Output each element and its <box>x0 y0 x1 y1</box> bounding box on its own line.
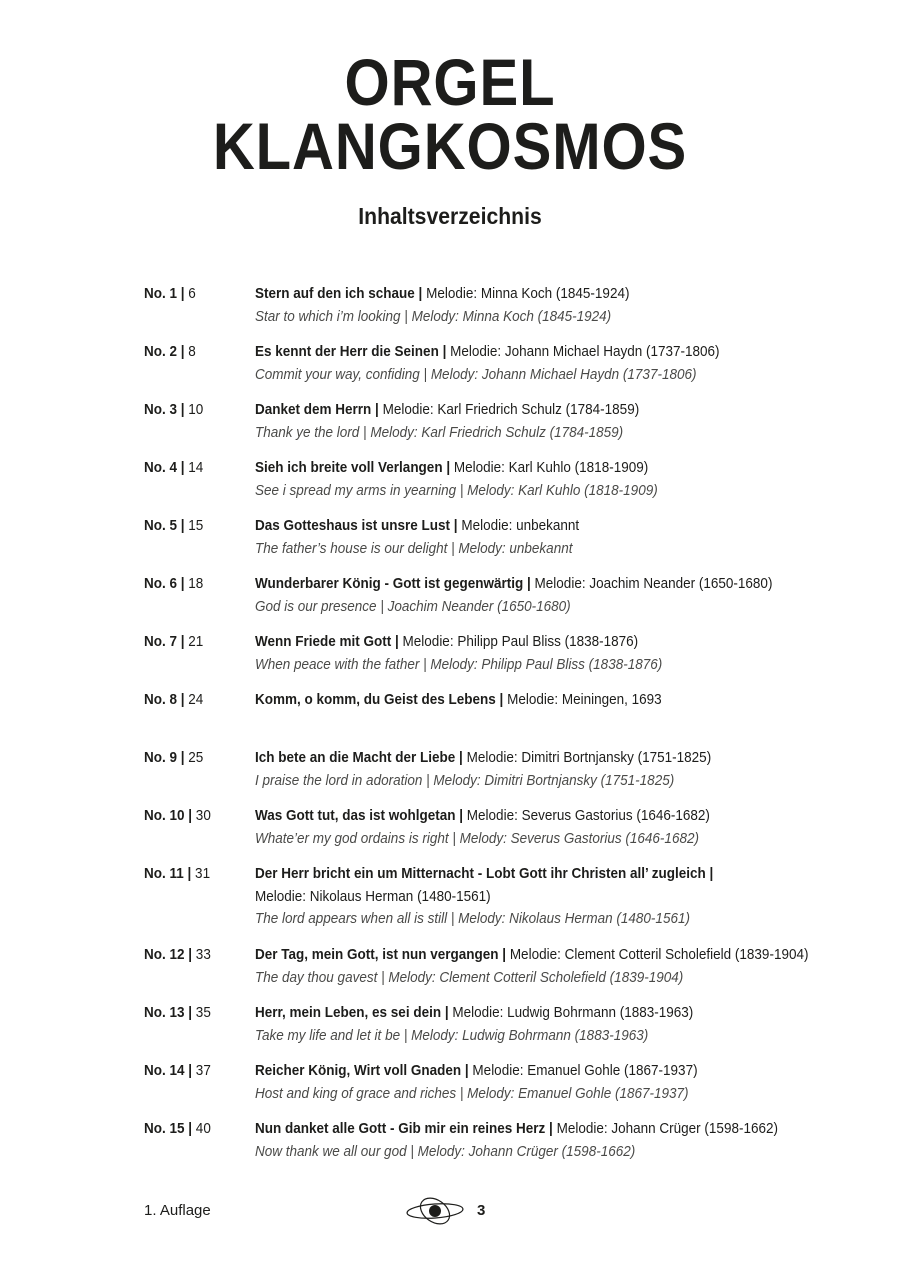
toc-page: 40 <box>195 1120 211 1137</box>
toc-number: No. 4 | <box>144 459 185 476</box>
toc-entry <box>144 1060 844 1118</box>
toc-de-title: Wunderbarer König - Gott ist gegenwärtig | <box>255 575 531 592</box>
toc-page: 14 <box>188 459 204 476</box>
toc-de-title: Das Gotteshaus ist unsre Lust | <box>255 517 458 534</box>
toc-number: No. 8 | <box>144 691 185 708</box>
toc-en-line: I praise the lord in adoration | Melody: Dimitri Bortnjansky (1751-1825) <box>255 771 675 789</box>
edition-label: 1. Auflage <box>144 1202 211 1219</box>
toc-entry <box>144 805 844 863</box>
toc-page: 6 <box>188 285 196 302</box>
toc-de-melody: Melodie: Karl Kuhlo (1818-1909) <box>453 459 649 476</box>
toc-de-melody: Melodie: Severus Gastorius (1646-1682) <box>466 807 710 824</box>
toc-page: 8 <box>188 343 196 360</box>
toc-entry <box>144 1118 844 1176</box>
toc-de-melody: Melodie: Clement Cotteril Scholefield (1839-1904) <box>509 946 809 963</box>
toc-page: 35 <box>195 1004 211 1021</box>
toc-page: 30 <box>195 807 211 824</box>
toc-entry <box>144 341 844 399</box>
toc-de-melody: Melodie: Karl Friedrich Schulz (1784-1859) <box>382 401 640 418</box>
toc-de-melody: Melodie: Nikolaus Herman (1480-1561) <box>255 887 491 905</box>
toc-en-line: The day thou gavest | Melody: Clement Cotteril Scholefield (1839-1904) <box>255 968 684 986</box>
toc-number: No. 7 | <box>144 633 185 650</box>
toc-en-line: Thank ye the lord | Melody: Karl Friedrich Schulz (1784-1859) <box>255 423 624 441</box>
toc-en-line: Star to which i’m looking | Melody: Minna Koch (1845-1924) <box>255 307 612 325</box>
toc-de-melody: Melodie: Johann Michael Haydn (1737-1806) <box>450 343 720 360</box>
toc-de-melody: Melodie: Minna Koch (1845-1924) <box>426 285 630 302</box>
page-number: 3 <box>477 1202 486 1219</box>
toc-number: No. 9 | <box>144 749 185 766</box>
toc-de-title: Ich bete an die Macht der Liebe | <box>255 749 463 766</box>
toc-de-melody: Melodie: unbekannt <box>461 517 580 534</box>
toc-de-title: Komm, o komm, du Geist des Lebens | <box>255 691 504 708</box>
toc-de-title: Nun danket alle Gott - Gib mir ein reines Herz | <box>255 1120 553 1137</box>
toc-page: 10 <box>188 401 204 418</box>
toc-number: No. 6 | <box>144 575 185 592</box>
title-line-2: KLANGKOSMOS <box>212 109 688 183</box>
toc-number: No. 15 | <box>144 1120 193 1137</box>
toc-de-melody: Melodie: Ludwig Bohrmann (1883-1963) <box>452 1004 694 1021</box>
toc-de-title: Stern auf den ich schaue | <box>255 285 423 302</box>
toc-de-title: Der Tag, mein Gott, ist nun vergangen | <box>255 946 507 963</box>
toc-entry <box>144 457 844 515</box>
toc-de-melody: Melodie: Philipp Paul Bliss (1838-1876) <box>402 633 639 650</box>
toc-page: 33 <box>195 946 211 963</box>
toc-en-line: Host and king of grace and riches | Melody: Emanuel Gohle (1867-1937) <box>255 1084 689 1102</box>
toc-entry <box>144 573 844 631</box>
toc-de-title: Herr, mein Leben, es sei dein | <box>255 1004 449 1021</box>
toc-de-melody: Melodie: Johann Crüger (1598-1662) <box>556 1120 778 1137</box>
toc-de-title: Es kennt der Herr die Seinen | <box>255 343 447 360</box>
toc-en-line: Whate’er my god ordains is right | Melody: Severus Gastorius (1646-1682) <box>255 829 699 847</box>
toc-entry <box>144 863 844 944</box>
toc-number: No. 5 | <box>144 517 185 534</box>
toc-number: No. 3 | <box>144 401 185 418</box>
toc-de-melody: Melodie: Meiningen, 1693 <box>507 691 662 708</box>
title-line-1: ORGEL <box>344 45 556 119</box>
toc-page: 37 <box>195 1062 211 1079</box>
toc-number: No. 11 | <box>144 865 192 882</box>
toc-number: No. 2 | <box>144 343 185 360</box>
toc-entry <box>144 399 844 457</box>
orbit-logo-icon <box>405 1191 465 1231</box>
toc-page: 24 <box>188 691 204 708</box>
toc-number: No. 14 | <box>144 1062 193 1079</box>
toc-en-line: See i spread my arms in yearning | Melody: Karl Kuhlo (1818-1909) <box>255 481 658 499</box>
toc-de-title: Reicher König, Wirt voll Gnaden | <box>255 1062 469 1079</box>
toc-en-line: Take my life and let it be | Melody: Ludwig Bohrmann (1883-1963) <box>255 1026 649 1044</box>
toc-de-title: Sieh ich breite voll Verlangen | <box>255 459 451 476</box>
toc-en-line: When peace with the father | Melody: Philipp Paul Bliss (1838-1876) <box>255 655 663 673</box>
toc-entry <box>144 283 844 341</box>
toc-de-title: Wenn Friede mit Gott | <box>255 633 399 650</box>
toc-entry <box>144 689 844 747</box>
toc-de-melody: Melodie: Emanuel Gohle (1867-1937) <box>472 1062 698 1079</box>
toc-en-line: The lord appears when all is still | Melody: Nikolaus Herman (1480-1561) <box>255 910 690 927</box>
toc-entry <box>144 1002 844 1060</box>
toc-page: 31 <box>195 865 211 882</box>
toc-de-title: Was Gott tut, das ist wohlgetan | <box>255 807 464 824</box>
toc-de-melody: Melodie: Dimitri Bortnjansky (1751-1825) <box>466 749 712 766</box>
toc-entry <box>144 747 844 805</box>
toc-page: 18 <box>188 575 204 592</box>
toc-de-melody: Melodie: Joachim Neander (1650-1680) <box>534 575 773 592</box>
toc-entry <box>144 515 844 573</box>
table-of-contents <box>144 283 844 1176</box>
toc-page: 15 <box>188 517 204 534</box>
toc-page: 25 <box>188 749 204 766</box>
document-title <box>54 45 846 183</box>
toc-en-line: Now thank we all our god | Melody: Johann Crüger (1598-1662) <box>255 1142 636 1160</box>
page-subtitle: Inhaltsverzeichnis <box>358 203 542 229</box>
toc-entry <box>144 944 844 1002</box>
toc-de-title: Der Herr bricht ein um Mitternacht - Lobt Gott ihr Christen all’ zugleich | <box>255 865 714 882</box>
toc-en-line: God is our presence | Joachim Neander (1650-1680) <box>255 597 571 615</box>
toc-en-line: Commit your way, confiding | Melody: Johann Michael Haydn (1737-1806) <box>255 365 697 383</box>
toc-number: No. 12 | <box>144 946 193 963</box>
toc-en-line: The father’s house is our delight | Melody: unbekannt <box>255 539 573 557</box>
toc-number: No. 13 | <box>144 1004 193 1021</box>
toc-page: 21 <box>188 633 204 650</box>
toc-number: No. 1 | <box>144 285 185 302</box>
toc-entry <box>144 631 844 689</box>
toc-de-title: Danket dem Herrn | <box>255 401 379 418</box>
toc-number: No. 10 | <box>144 807 193 824</box>
